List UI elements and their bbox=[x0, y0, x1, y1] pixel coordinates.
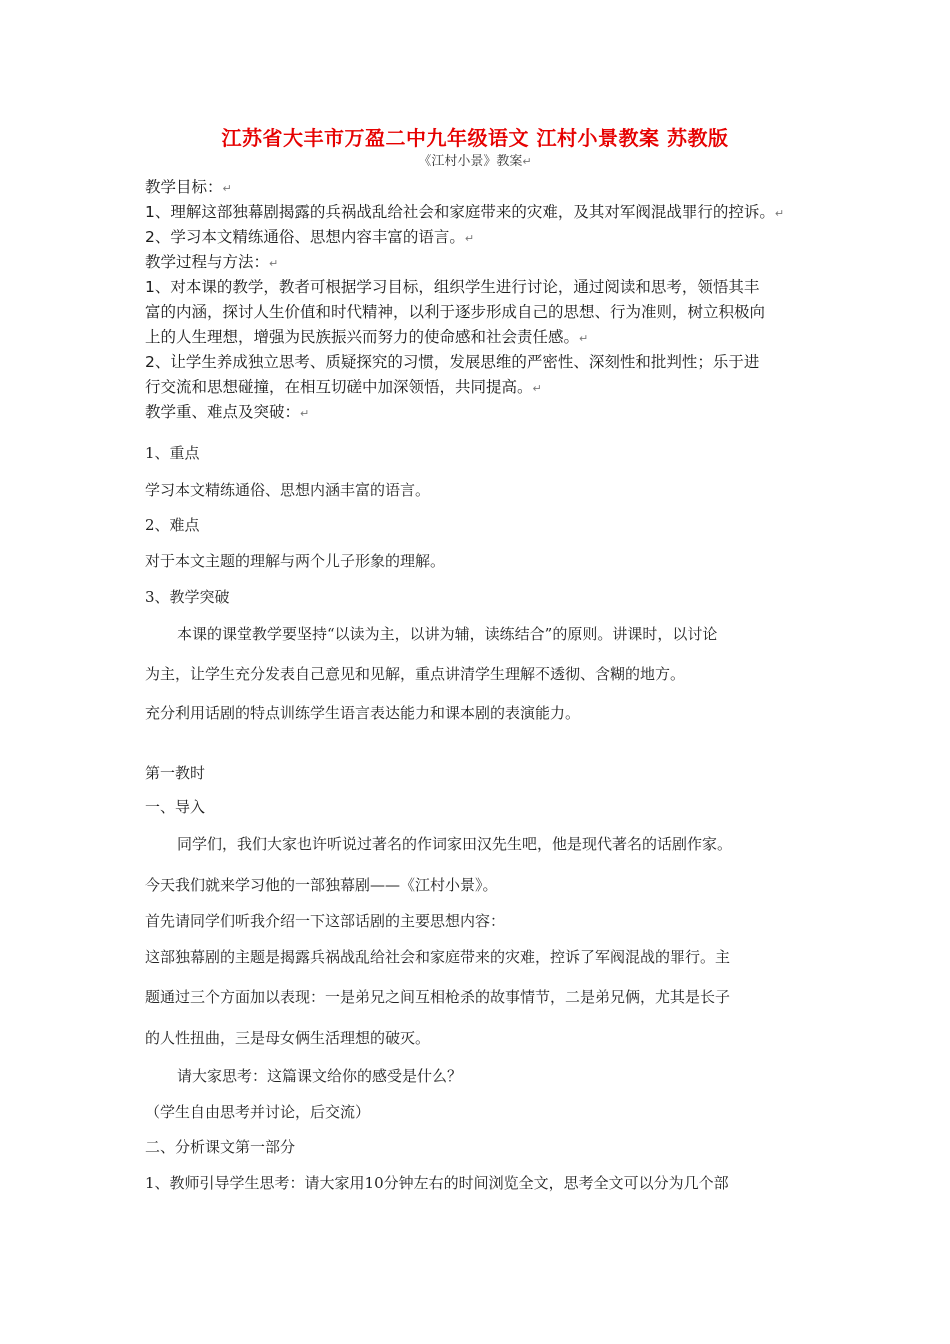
goal-2: 2、学习本文精练通俗、思想内容丰富的语言。↵ bbox=[145, 228, 475, 246]
key-points-heading: 教学重、难点及突破：↵ bbox=[145, 403, 310, 421]
paragraph: 对于本文主题的理解与两个儿子形象的理解。 bbox=[145, 552, 446, 570]
section-analysis: 二、分析课文第一部分 bbox=[145, 1138, 296, 1156]
paragraph: 题通过三个方面加以表现：一是弟兄之间互相枪杀的故事情节，二是弟兄俩，尤其是长子 bbox=[145, 988, 731, 1006]
section-key-point: 1、重点 bbox=[145, 444, 200, 462]
section-difficulty: 2、难点 bbox=[145, 516, 200, 534]
paragraph: 这部独幕剧的主题是揭露兵祸战乱给社会和家庭带来的灾难，控诉了军阀混战的罪行。主 bbox=[145, 948, 731, 966]
paragraph: 今天我们就来学习他的一部独幕剧——《江村小景》。 bbox=[145, 876, 498, 894]
document-subtitle: 《江村小景》教案↵ bbox=[418, 154, 532, 169]
document-title: 江苏省大丰市万盈二中九年级语文 江村小景教案 苏教版 bbox=[221, 126, 729, 150]
paragraph: （学生自由思考并讨论，后交流） bbox=[145, 1103, 371, 1121]
paragraph: 1、教师引导学生思考：请大家用10分钟左右的时间浏览全文，思考全文可以分为几个部 bbox=[145, 1174, 729, 1192]
method-1-line-b: 富的内涵，探讨人生价值和时代精神，以利于逐步形成自己的思想、行为准则，树立积极向 bbox=[145, 303, 766, 321]
method-heading: 教学过程与方法：↵ bbox=[145, 253, 279, 271]
method-1-line-c: 上的人生理想，增强为民族振兴而努力的使命感和社会责任感。↵ bbox=[145, 328, 589, 346]
paragraph: 请大家思考：这篇课文给你的感受是什么？ bbox=[177, 1067, 463, 1085]
section-intro: 一、导入 bbox=[145, 798, 206, 816]
goal-heading: 教学目标：↵ bbox=[145, 178, 232, 196]
method-2-line-b: 行交流和思想碰撞，在相互切磋中加深领悟，共同提高。↵ bbox=[145, 378, 542, 396]
paragraph: 为主，让学生充分发表自己意见和见解，重点讲清学生理解不透彻、含糊的地方。 bbox=[145, 665, 686, 683]
paragraph: 学习本文精练通俗、思想内涵丰富的语言。 bbox=[145, 481, 431, 499]
section-breakthrough: 3、教学突破 bbox=[145, 588, 230, 606]
method-1-line-a: 1、对本课的教学，教者可根据学习目标，组织学生进行讨论，通过阅读和思考，领悟其丰 bbox=[145, 278, 760, 296]
paragraph: 同学们，我们大家也许听说过著名的作词家田汉先生吧，他是现代著名的话剧作家。 bbox=[177, 835, 733, 853]
lesson-heading: 第一教时 bbox=[145, 764, 206, 782]
paragraph: 充分利用话剧的特点训练学生语言表达能力和课本剧的表演能力。 bbox=[145, 704, 581, 722]
method-2-line-a: 2、让学生养成独立思考、质疑探究的习惯，发展思维的严密性、深刻性和批判性；乐于进 bbox=[145, 353, 760, 371]
goal-1: 1、理解这部独幕剧揭露的兵祸战乱给社会和家庭带来的灾难，及其对军阀混战罪行的控诉。↵ bbox=[145, 203, 785, 221]
paragraph: 本课的课堂教学要坚持“以读为主，以讲为辅，读练结合”的原则。讲课时，以讨论 bbox=[177, 625, 718, 643]
paragraph: 的人性扭曲，三是母女俩生活理想的破灭。 bbox=[145, 1029, 431, 1047]
paragraph: 首先请同学们听我介绍一下这部话剧的主要思想内容： bbox=[145, 912, 506, 930]
